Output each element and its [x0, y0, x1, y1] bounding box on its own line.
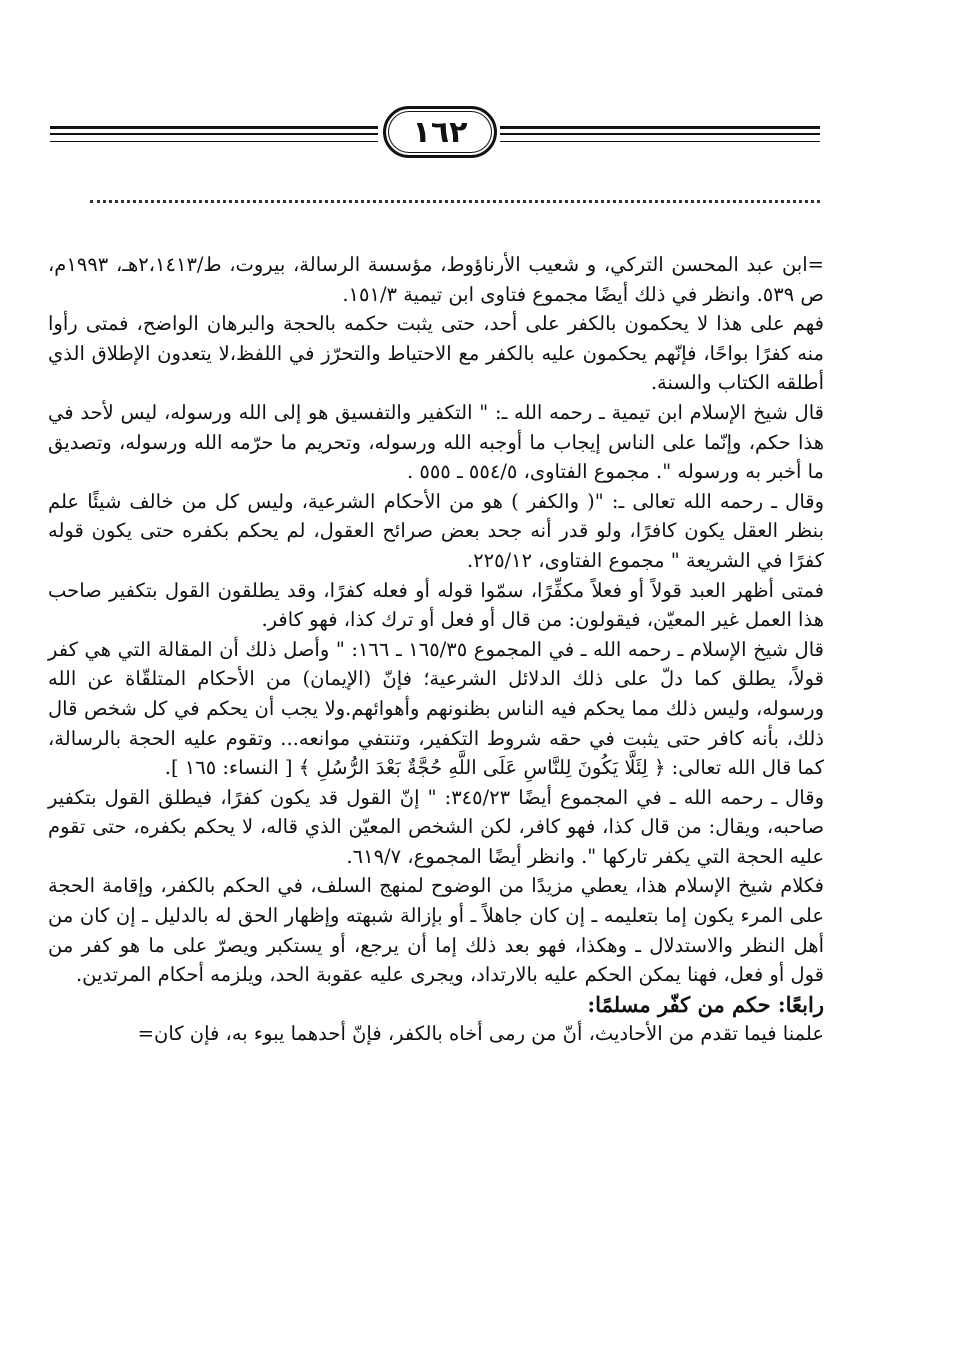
closing-paragraph: علمنا فيما تقدم من الأحاديث، أنّ من رمى أخاه بالكفر، فإنّ أحدهما يبوء به، فإن كان=: [137, 1022, 824, 1046]
body-paragraph: فكلام شيخ الإسلام هذا، يعطي مزيدًا من الوضوح لمنهج السلف، في الحكم بالكفر، وإقامة الحجة على المرء يكون إما بتعليمه ـ إن كان جاهلاً ـ أو بإزالة شبهته وإظهار الحق له بالدليل ـ إن كان من أهل النظر والاستدلال ـ وهكذا، فهو بعد ذلك إما أن يرجع، أو يستكبر ويصرّ على ما هو كفر من قول أو فعل، فهنا يمكن الحكم عليه بالارتداد، ويجرى عليه عقوبة الحد، ويلزمه أحكام المرتدين.: [48, 874, 824, 987]
body-paragraph: فمتى أظهر العبد قولاً أو فعلاً مكفِّرًا، سمّوا قوله أو فعله كفرًا، وقد يطلقون القول بتكفير صاحب هذا العمل غير المعيّن، فيقولون: من قال أو فعل أو ترك كذا، فهو كافر.: [48, 578, 824, 632]
quote-paragraph: وقال ـ رحمه الله ـ في المجموع أيضًا ٣٤٥/٢٣: " إنّ القول قد يكون كفرًا، فيطلق القول بتكفير صاحبه، ويقال: من قال كذا، فهو كافر، لكن الشخص المعيّن الذي قاله، لا يحكم بكفره، حتى تقوم عليه الحجة التي يكفر تاركها ". وانظر أيضًا المجموع، ٦١٩/٧.: [48, 785, 824, 868]
dotted-separator: [90, 200, 820, 203]
page-number-frame: [383, 106, 497, 158]
page-number: ١٦٢: [412, 114, 468, 150]
page-header: [0, 96, 974, 166]
header-rule-left: [50, 126, 378, 142]
body-paragraph: فهم على هذا لا يحكمون بالكفر على أحد، حتى يثبت حكمه بالحجة والبرهان الواضح، فمتى رأوا منه كفرًا بواحًا، فإنّهم يحكمون عليه بالكفر مع الاحتياط والتحرّز في اللفظ،لا يتعدون الإطلاق الذي أطلقه الكتاب والسنة.: [48, 312, 824, 395]
quote-paragraph: قال شيخ الإسلام ابن تيمية ـ رحمه الله ـ: " التكفير والتفسيق هو إلى الله ورسوله، ليس لأحد في هذا حكم، وإنّما على الناس إيجاب ما أوجبه الله ورسوله، وتحريم ما حرّمه الله ورسوله، وتصديق ما أخبر به ورسوله ". مجموع الفتاوى، ٥٥٤/٥ ـ ٥٥٥ .: [48, 400, 824, 484]
page-body: [48, 250, 824, 1049]
quote-paragraph: قال شيخ الإسلام ـ رحمه الله ـ في المجموع ١٦٥/٣٥ ـ ١٦٦: " وأصل ذلك أن المقالة التي هي كفر قولاً، يطلق كما دلّ على ذلك الدلائل الشرعية؛ فإنّ (الإيمان) من الأحكام المتلقّاة عن الله ورسوله، وليس ذلك مما يحكم فيه الناس بظنونهم وأهوائهم.ولا يجب أن يحكم في كل شخص قال ذلك، بأنه كافر حتى يثبت في حقه شروط التكفير، وتنتفي موانعه... وتقوم عليه الحجة بالرسالة، كما قال الله تعالى: ﴿ لِئَلَّا يَكُونَ لِلنَّاسِ عَلَى اللَّهِ حُجَّةٌ بَعْدَ الرُّسُلِ ﴾ [ النساء: ١٦٥ ].: [48, 637, 824, 780]
footnote-continuation: =ابن عبد المحسن التركي، و شعيب الأرناؤوط، مؤسسة الرسالة، بيروت، ط/٢،١٤١٣هـ، ١٩٩٣م، ص ٥٣٩. وانظر في ذلك أيضًا مجموع فتاوى ابن تيمية ١٥١/٣.: [48, 253, 824, 306]
section-heading: رابعًا: حكم من كفّر مسلمًا:: [587, 991, 824, 1017]
quote-paragraph: وقال ـ رحمه الله تعالى ـ: "( والكفر ) هو من الأحكام الشرعية، وليس كل من خالف شيئًا علم بنظر العقل يكون كافرًا، ولو قدر أنه جحد بعض صرائح العقول، لم يحكم بكفره حتى يكون قوله كفرًا في الشريعة " مجموع الفتاوى، ٢٢٥/١٢.: [48, 489, 824, 572]
header-rule-right: [500, 126, 820, 142]
